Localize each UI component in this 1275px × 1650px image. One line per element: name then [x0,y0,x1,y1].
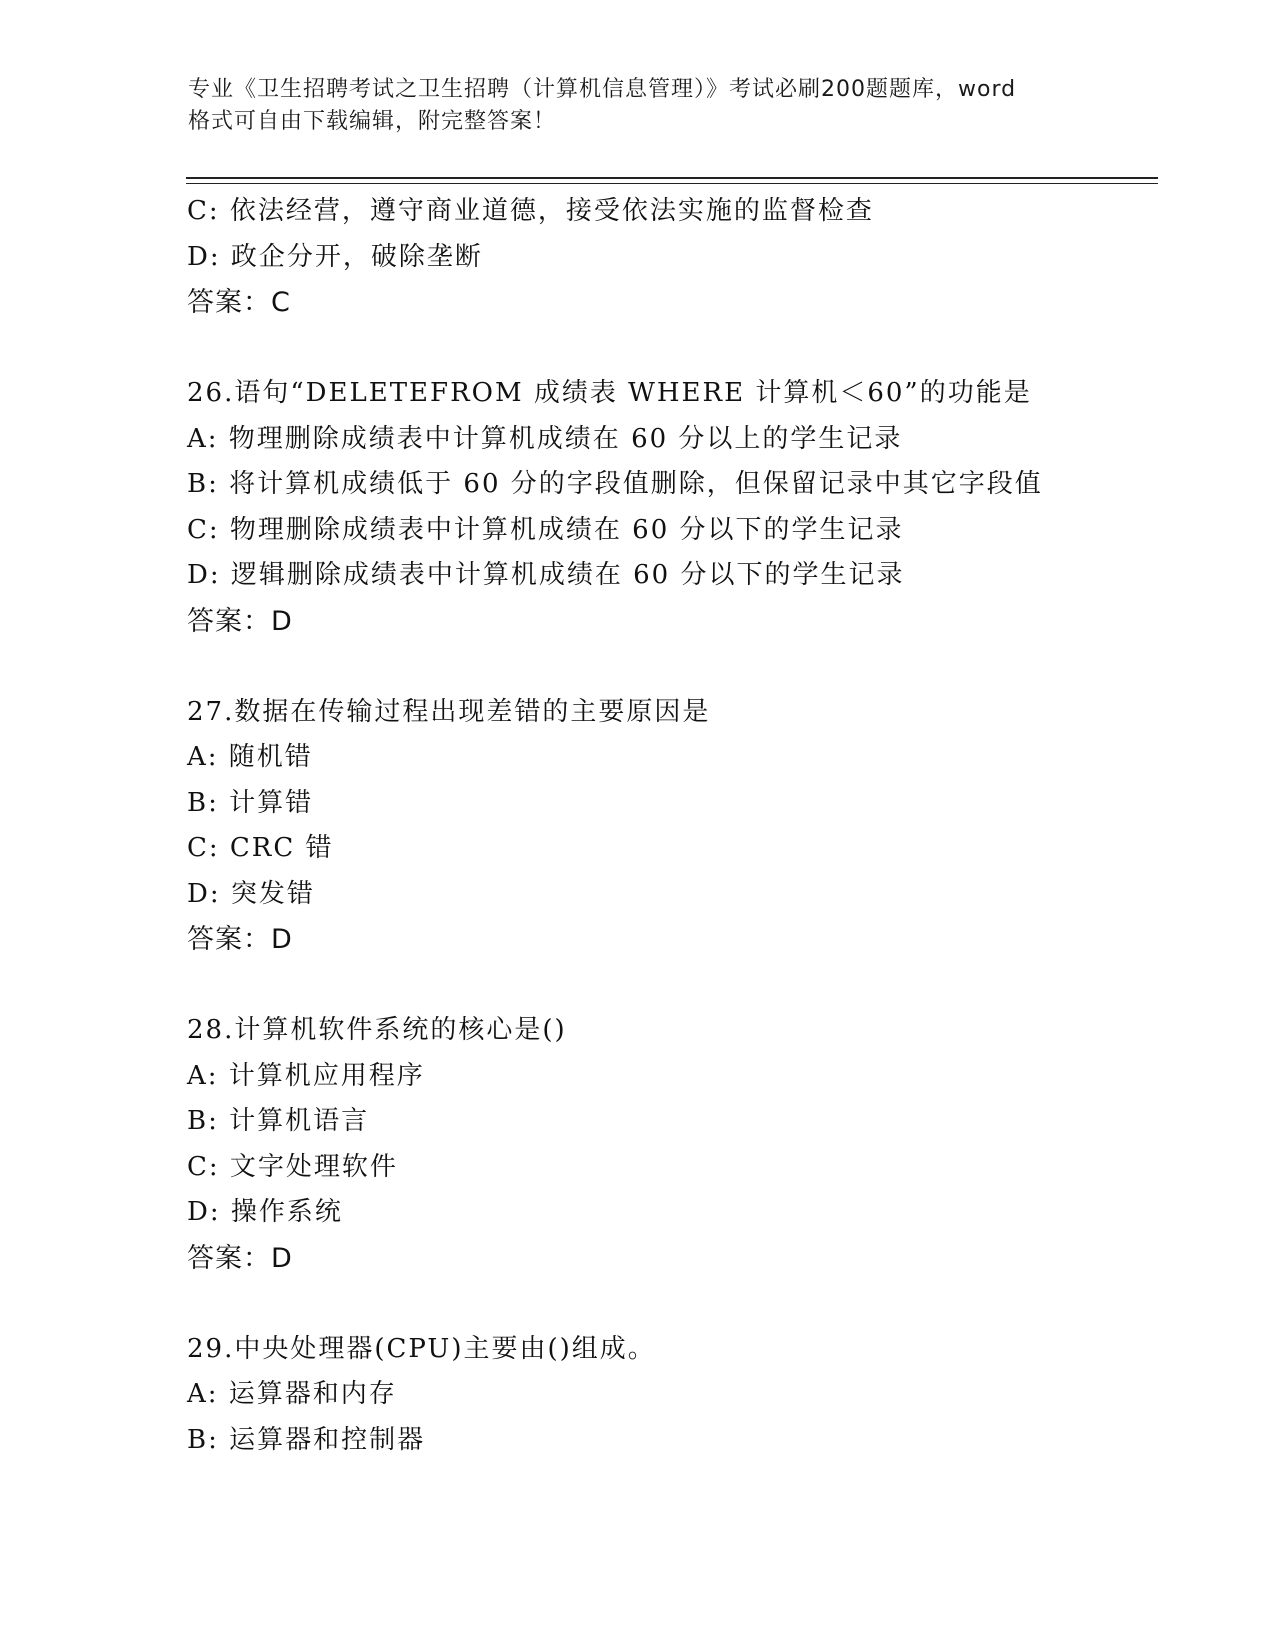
question-27 [187,690,1167,963]
header-line-1: 专业《卫生招聘考试之卫生招聘（计算机信息管理）》考试必刷200题题库，word [188,77,1017,102]
answer: 答案：D [187,1242,293,1274]
option-a: A: 运算器和内存 [187,1379,397,1409]
answer: 答案：D [187,605,293,637]
question-28 [187,1008,1167,1281]
spacer [187,963,1167,1009]
question-list [187,189,1167,1463]
option-d: D: 政企分开，破除垄断 [187,241,483,272]
question-stem: 29.中央处理器(CPU)主要由()组成。 [187,1333,656,1364]
option-b: B: 计算错 [187,787,314,818]
question-29 [187,1327,1167,1464]
header-divider-thick [186,177,1158,179]
option-b: B: 运算器和控制器 [187,1424,426,1455]
option-d: D: 逻辑删除成绩表中计算机成绩在 60 分以下的学生记录 [187,560,905,590]
question-stem: 28.计算机软件系统的核心是() [187,1015,567,1045]
spacer [187,644,1167,690]
question-stem: 26.语句“DELETEFROM 成绩表 WHERE 计算机＜60”的功能是 [187,378,1032,408]
option-c: C: CRC 错 [187,833,334,863]
option-d: D: 突发错 [187,878,315,909]
option-b: B: 计算机语言 [187,1106,370,1136]
option-c: C: 文字处理软件 [187,1151,398,1182]
question-25-continued [187,189,1167,326]
question-stem: 27.数据在传输过程出现差错的主要原因是 [187,696,711,727]
option-c: C: 物理删除成绩表中计算机成绩在 60 分以下的学生记录 [187,514,904,545]
option-b: B: 将计算机成绩低于 60 分的字段值删除，但保留记录中其它字段值 [187,469,1043,499]
spacer [187,326,1167,372]
option-a: A: 随机错 [187,742,313,772]
answer: 答案：C [187,287,291,318]
option-c: C: 依法经营，遵守商业道德，接受依法实施的监督检查 [187,196,874,226]
document-header [188,74,1088,138]
spacer [187,1281,1167,1327]
option-d: D: 操作系统 [187,1197,343,1227]
option-a: A: 物理删除成绩表中计算机成绩在 60 分以上的学生记录 [187,423,903,454]
header-line-2: 格式可自由下载编辑，附完整答案！ [188,109,557,134]
header-divider-thin [186,183,1158,184]
option-a: A: 计算机应用程序 [187,1060,425,1091]
question-26 [187,371,1167,644]
answer: 答案：D [187,924,293,955]
